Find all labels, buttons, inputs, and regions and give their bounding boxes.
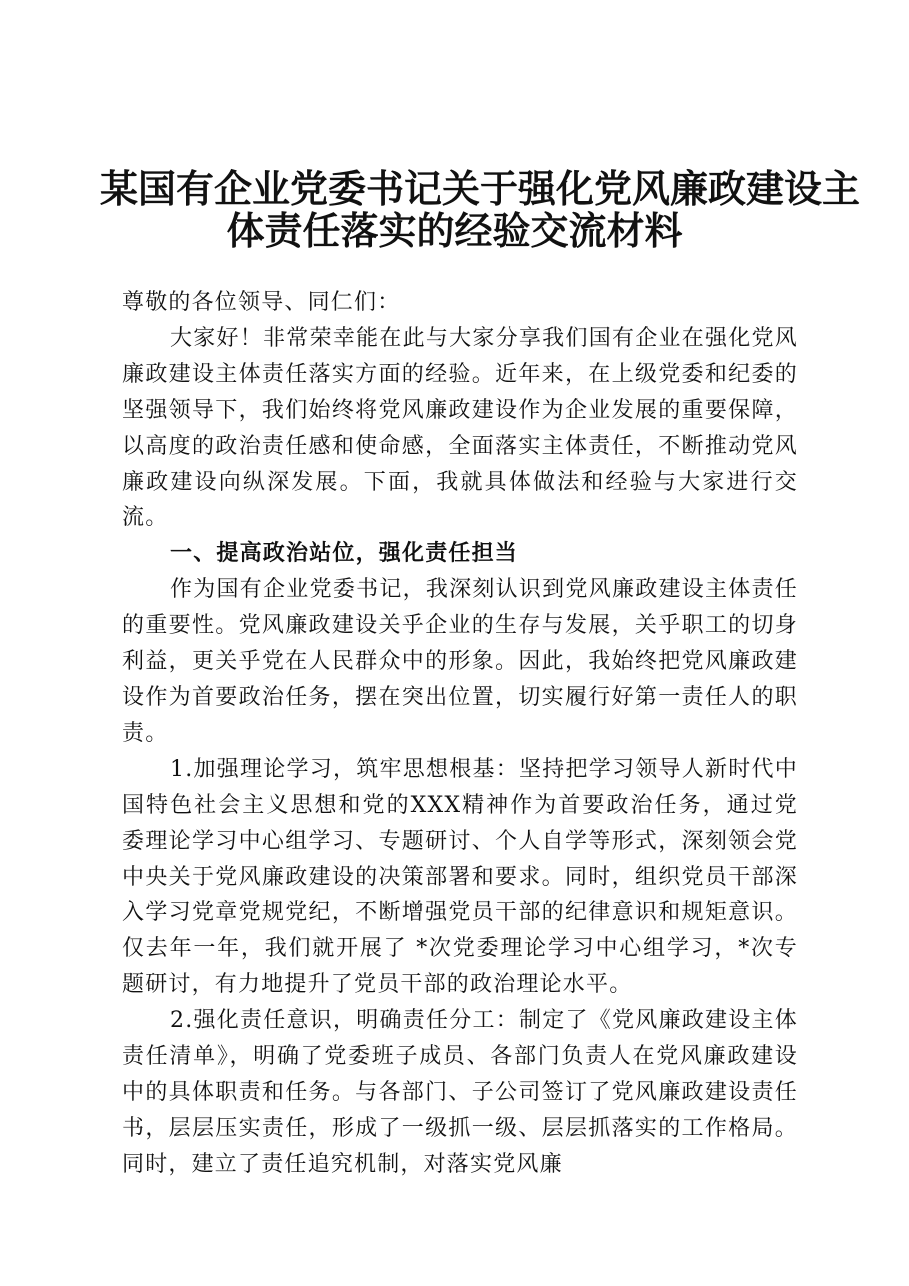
item2-body: 制定了《党风廉政建设主体责任清单》，明确了党委班子成员、各部门负责人在党风廉政建设中的具体职责和任务。与各部门、子公司签订了党风廉政建设责任书，层层压实责任，形成了一级抓一级、层层抓落实的工作格局。同时，建立了责任追究机制，对落实党风廉 <box>122 1008 798 1177</box>
document-title-line2: 体责任落实的经验交流材料 <box>226 208 683 253</box>
salutation: 尊敬的各位领导、同仁们： <box>122 290 401 315</box>
item2-lead: 2.强化责任意识，明确责任分工： <box>170 1008 519 1034</box>
item2-paragraph <box>122 1003 798 1183</box>
item1-lead: 1.加强理论学习，筑牢思想根基： <box>170 756 519 782</box>
intro-paragraph: 大家好！非常荣幸能在此与大家分享我们国有企业在强化党风廉政建设主体责任落实方面的经验。近年来，在上级党委和纪委的坚强领导下，我们始终将党风廉政建设作为企业发展的重要保障，以高度的政治责任感和使命感，全面落实主体责任，不断推动党风廉政建设向纵深发展。下面，我就具体做法和经验与大家进行交流。 <box>122 325 798 531</box>
section1-heading: 一、提高政治站位，强化责任担当 <box>170 541 519 567</box>
section1-paragraph: 作为国有企业党委书记，我深刻认识到党风廉政建设主体责任的重要性。党风廉政建设关乎企业的生存与发展，关乎职工的切身利益，更关乎党在人民群众中的形象。因此，我始终把党风廉政建设作为首要政治任务，摆在突出位置，切实履行好第一责任人的职责。 <box>122 577 798 746</box>
document-body <box>122 285 798 1183</box>
item1-body: 坚持把学习领导人新时代中国特色社会主义思想和党的XXX精神作为首要政治任务，通过党委理论学习中心组学习、专题研讨、个人自学等形式，深刻领会党中央关于党风廉政建设的决策部署和要求。同时，组织党员干部深入学习党章党规党纪，不断增强党员干部的纪律意识和规矩意识。仅去年一年，我们就开展了 *次党委理论学习中心组学习，*次专题研讨，有力地提升了党员干部的政治理论水平。 <box>122 756 798 998</box>
item1-paragraph <box>122 752 798 1003</box>
document-title-line1: 某国有企业党委书记关于强化党风廉政建设主 <box>100 166 861 211</box>
